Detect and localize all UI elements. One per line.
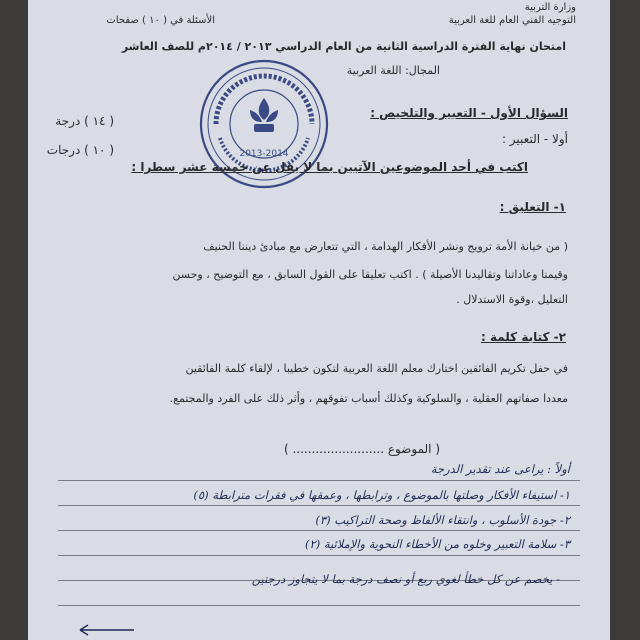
topic1-heading: ١- التعليق : <box>499 200 566 214</box>
handwritten-line1: أولاً : يراعى عند تقدير الدرجة <box>430 462 570 476</box>
handwritten-line5: - يخصم عن كل خطأ لغوي ربع أو نصف درجة بما لا يتجاوز درجتين <box>251 572 560 586</box>
part1-score: ( ١٠ ) درجات <box>46 143 114 157</box>
ministry-name: وزارة التربية <box>524 2 576 13</box>
exam-sheet <box>28 0 610 640</box>
topic2-line2: معددا صفاتهم العقلية ، والسلوكية وكذلك أسباب تفوقهم ، وأثر ذلك على الفرد والمجتمع. <box>169 392 568 405</box>
answer-line <box>58 530 580 531</box>
question1-title: السؤال الأول - التعبير والتلخيص : <box>370 106 568 120</box>
topic-field: ( الموضوع ........................ ) <box>283 442 440 456</box>
handwritten-arrow-icon <box>76 624 136 636</box>
exam-title: امتحان نهاية الفترة الدراسية الثانية من العام الدراسي ٢٠١٣ / ٢٠١٤م للصف العاشر <box>121 40 566 53</box>
topic1-line2: وقيمنا وعاداتنا وتقاليدنا الأصيلة ) . اكتب تعليقا على القول السابق ، مع التوضيح ، وحسن <box>172 268 568 281</box>
answer-line <box>58 480 580 481</box>
exam-field: المجال: اللغة العربية <box>346 64 440 77</box>
part1-label: أولا - التعبير : <box>501 132 568 146</box>
department-name: التوجيه الفني العام للغة العربية <box>448 15 576 26</box>
handwritten-line2: ١- استيفاء الأفكار وصلتها بالموضوع ، وترابطها ، وعمقها في فقرات مترابطة (٥) <box>193 488 570 502</box>
answer-line <box>58 605 580 606</box>
topic1-line3: التعليل ،وقوة الاستدلال . <box>456 293 568 306</box>
instruction-line: اكتب في أحد الموضوعين الآتيين بما لا يقل عن خمسة عشر سطرا : <box>131 160 528 174</box>
topic2-line1: في حفل تكريم الفائقين اختارك معلم اللغة العربية لتكون خطيبا ، لإلقاء كلمة الفائقين <box>185 362 568 375</box>
handwritten-line4: ٣- سلامة التعبير وخلوه من الأخطاء النحوية والإملائية (٢) <box>305 537 570 551</box>
stamp-emblem-icon <box>250 98 278 132</box>
topic2-heading: ٢- كتابة كلمة : <box>480 330 566 344</box>
pages-note: الأسئلة في ( ١٠ ) صفحات <box>106 15 215 26</box>
handwritten-line3: ٢- جودة الأسلوب ، وانتقاء الألفاظ وصحة التراكيب (٣) <box>315 513 570 527</box>
answer-line <box>58 555 580 556</box>
stamp-year: 2013-2014 <box>239 149 289 159</box>
topic1-line1: ( من خيانة الأمة ترويج ونشر الأفكار الهدامة ، التي تتعارض مع مبادئ ديننا الحنيف <box>203 240 568 253</box>
answer-line <box>58 505 580 506</box>
question1-score: ( ١٤ ) درجة <box>55 114 114 128</box>
